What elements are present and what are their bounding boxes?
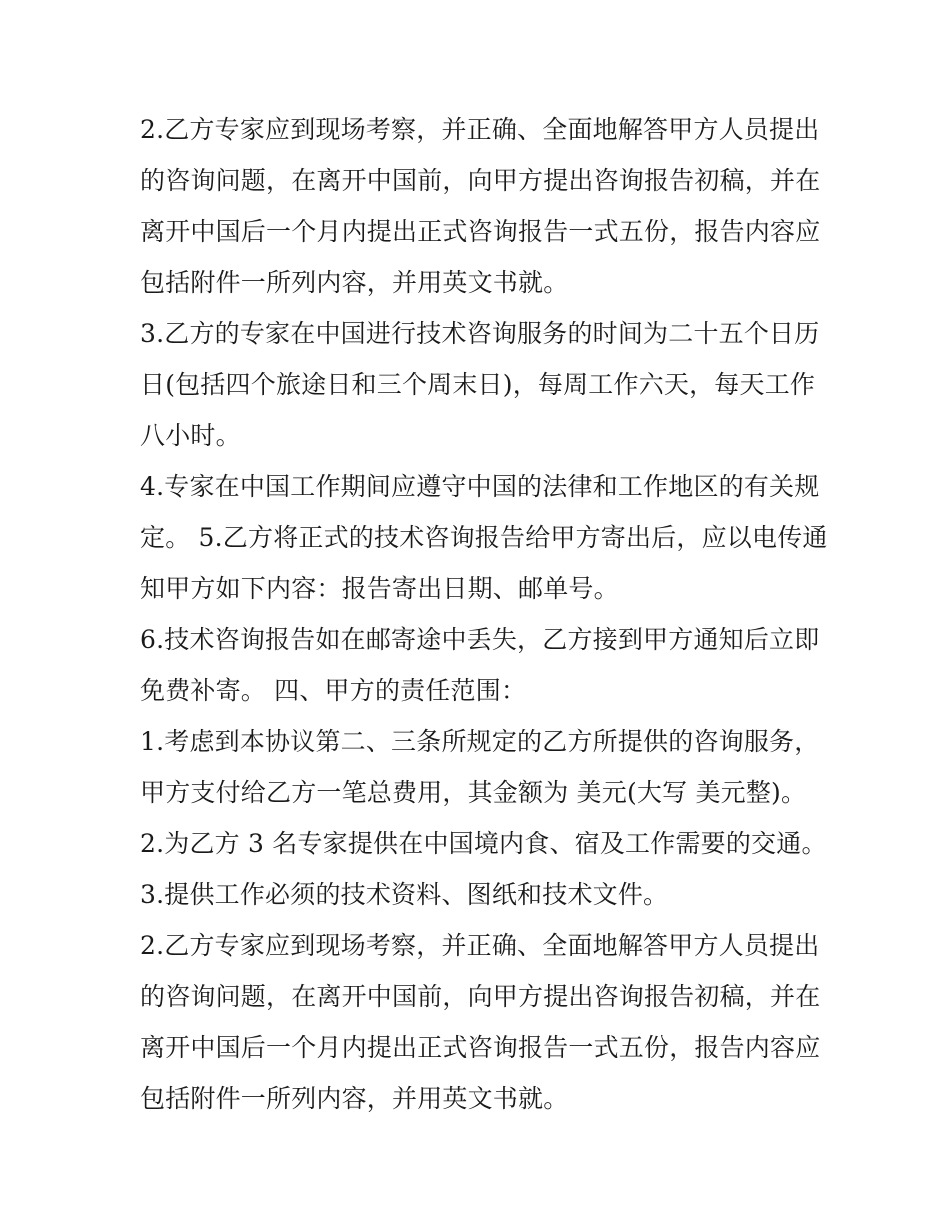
document-body	[140, 104, 828, 1124]
text-line: 的咨询问题，在离开中国前，向甲方提出咨询报告初稿，并在	[140, 982, 821, 1011]
text-line: 4.专家在中国工作期间应遵守中国的法律和工作地区的有关规	[140, 472, 820, 501]
text-line: 2.乙方专家应到现场考察，并正确、全面地解答甲方人员提出	[140, 931, 820, 960]
text-line: 定。 5.乙方将正式的技术咨询报告给甲方寄出后，应以电传通	[140, 523, 828, 552]
text-line: 免费补寄。 四、甲方的责任范围：	[140, 676, 527, 705]
text-line: 包括附件一所列内容，并用英文书就。	[140, 268, 569, 297]
text-line: 甲方支付给乙方一笔总费用，其金额为 美元(大写 美元整)。	[140, 778, 807, 807]
paragraph-service-duration	[140, 308, 820, 461]
text-line: 八小时。	[140, 421, 241, 450]
text-line: 日(包括四个旅途日和三个周末日)，每周工作六天，每天工作	[140, 370, 816, 399]
text-line: 包括附件一所列内容，并用英文书就。	[140, 1084, 569, 1113]
text-line: 3.提供工作必须的技术资料、图纸和技术文件。	[140, 880, 669, 909]
paragraph-lost-report	[140, 614, 820, 716]
text-line: 的咨询问题，在离开中国前，向甲方提出咨询报告初稿，并在	[140, 166, 821, 195]
paragraph-expert-site-inspection-repeat	[140, 920, 820, 1124]
paragraph-law-compliance	[140, 461, 828, 614]
paragraph-accommodation	[140, 818, 827, 869]
text-line: 1.考虑到本协议第二、三条所规定的乙方所提供的咨询服务，	[140, 727, 820, 756]
text-line: 3.乙方的专家在中国进行技术咨询服务的时间为二十五个日历	[140, 319, 820, 348]
text-line: 离开中国后一个月内提出正式咨询报告一式五份，报告内容应	[140, 1033, 821, 1062]
text-line: 2.为乙方 3 名专家提供在中国境内食、宿及工作需要的交通。	[140, 829, 827, 858]
text-line: 6.技术咨询报告如在邮寄途中丢失，乙方接到甲方通知后立即	[140, 625, 820, 654]
text-line: 离开中国后一个月内提出正式咨询报告一式五份，报告内容应	[140, 217, 821, 246]
paragraph-technical-materials	[140, 869, 820, 920]
paragraph-expert-site-inspection	[140, 104, 820, 308]
text-line: 2.乙方专家应到现场考察，并正确、全面地解答甲方人员提出	[140, 115, 820, 144]
text-line: 知甲方如下内容：报告寄出日期、邮单号。	[140, 574, 619, 603]
paragraph-total-fee	[140, 716, 820, 818]
